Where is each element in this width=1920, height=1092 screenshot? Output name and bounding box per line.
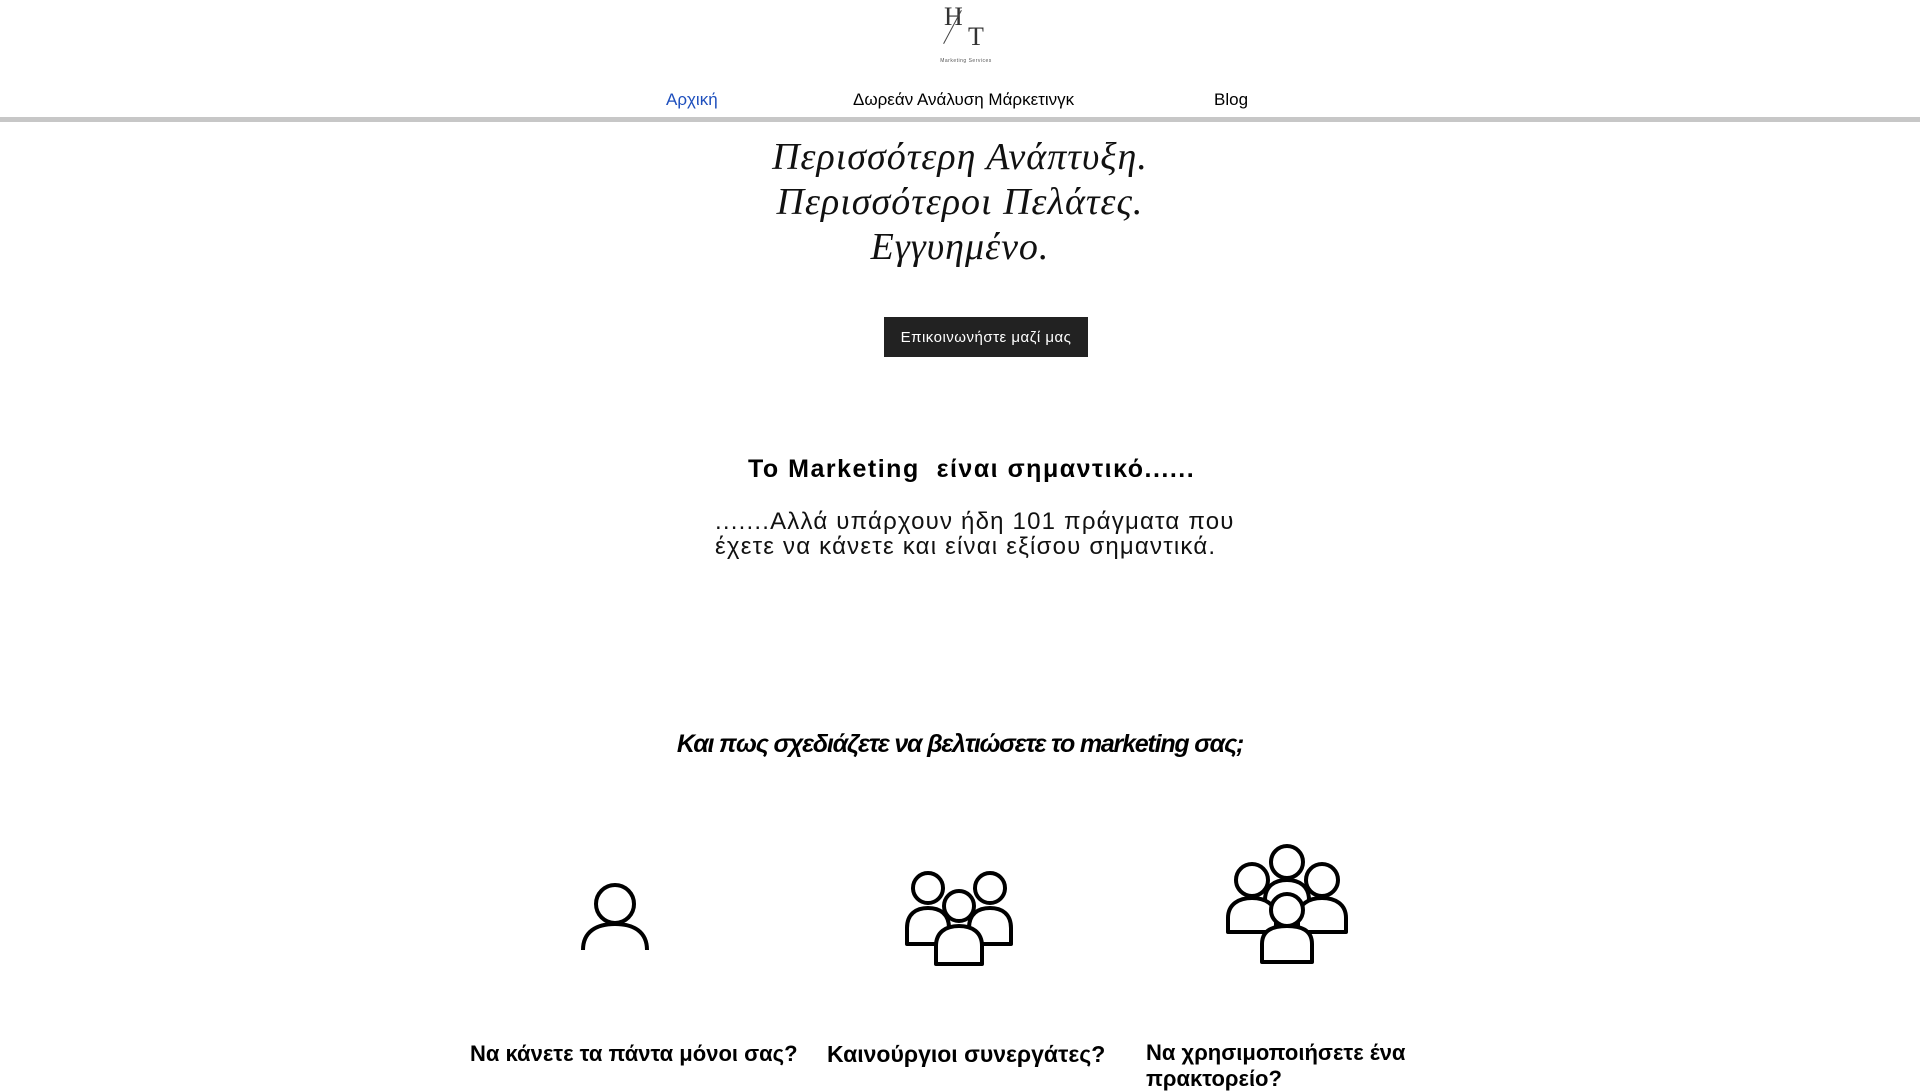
hero-title [560,135,1360,270]
hero-line-2: Περισσότεροι Πελάτες. [776,181,1144,223]
hero-line-1: Περισσότερη Ανάπτυξη. [772,136,1148,178]
nav-item-free-analysis[interactable]: Δωρεάν Ανάλυση Μάρκετινγκ [853,90,1075,109]
option-label-solo: Να κάνετε τα πάντα μόνοι σας? [470,1041,798,1066]
nav-item-blog[interactable]: Blog [1214,90,1249,109]
contact-button[interactable]: Επικοινωνήστε μαζί μας [884,317,1088,357]
marketing-body: .......Αλλά υπάρχουν ήδη 101 πράγματα που έχετε να κάνετε και είναι εξίσου σημαντικά. [715,508,1235,560]
site-logo[interactable] [930,0,1000,70]
group-people-icon [1224,840,1350,966]
option-label-partners: Καινούργιοι συνεργάτες? [827,1041,1106,1067]
marketing-heading: Το Marketing είναι σημαντικό...... [748,455,1196,483]
logo-letter-t: T [968,22,984,51]
logo-letter-h: H [944,2,963,31]
nav-item-home[interactable]: Αρχική [666,90,718,109]
plan-question: Και πως σχεδιάζετε να βελτιώσετε το marketing σας; [676,730,1244,758]
nav-divider [0,117,1920,122]
single-person-icon [580,880,650,952]
logo-tagline: Marketing Services [940,58,992,64]
option-label-agency: Να χρησιμοποιήσετε ένα πρακτορείο? [1146,1040,1406,1091]
hero-line-3: Εγγυημένο. [870,226,1050,268]
three-people-icon [904,868,1014,968]
